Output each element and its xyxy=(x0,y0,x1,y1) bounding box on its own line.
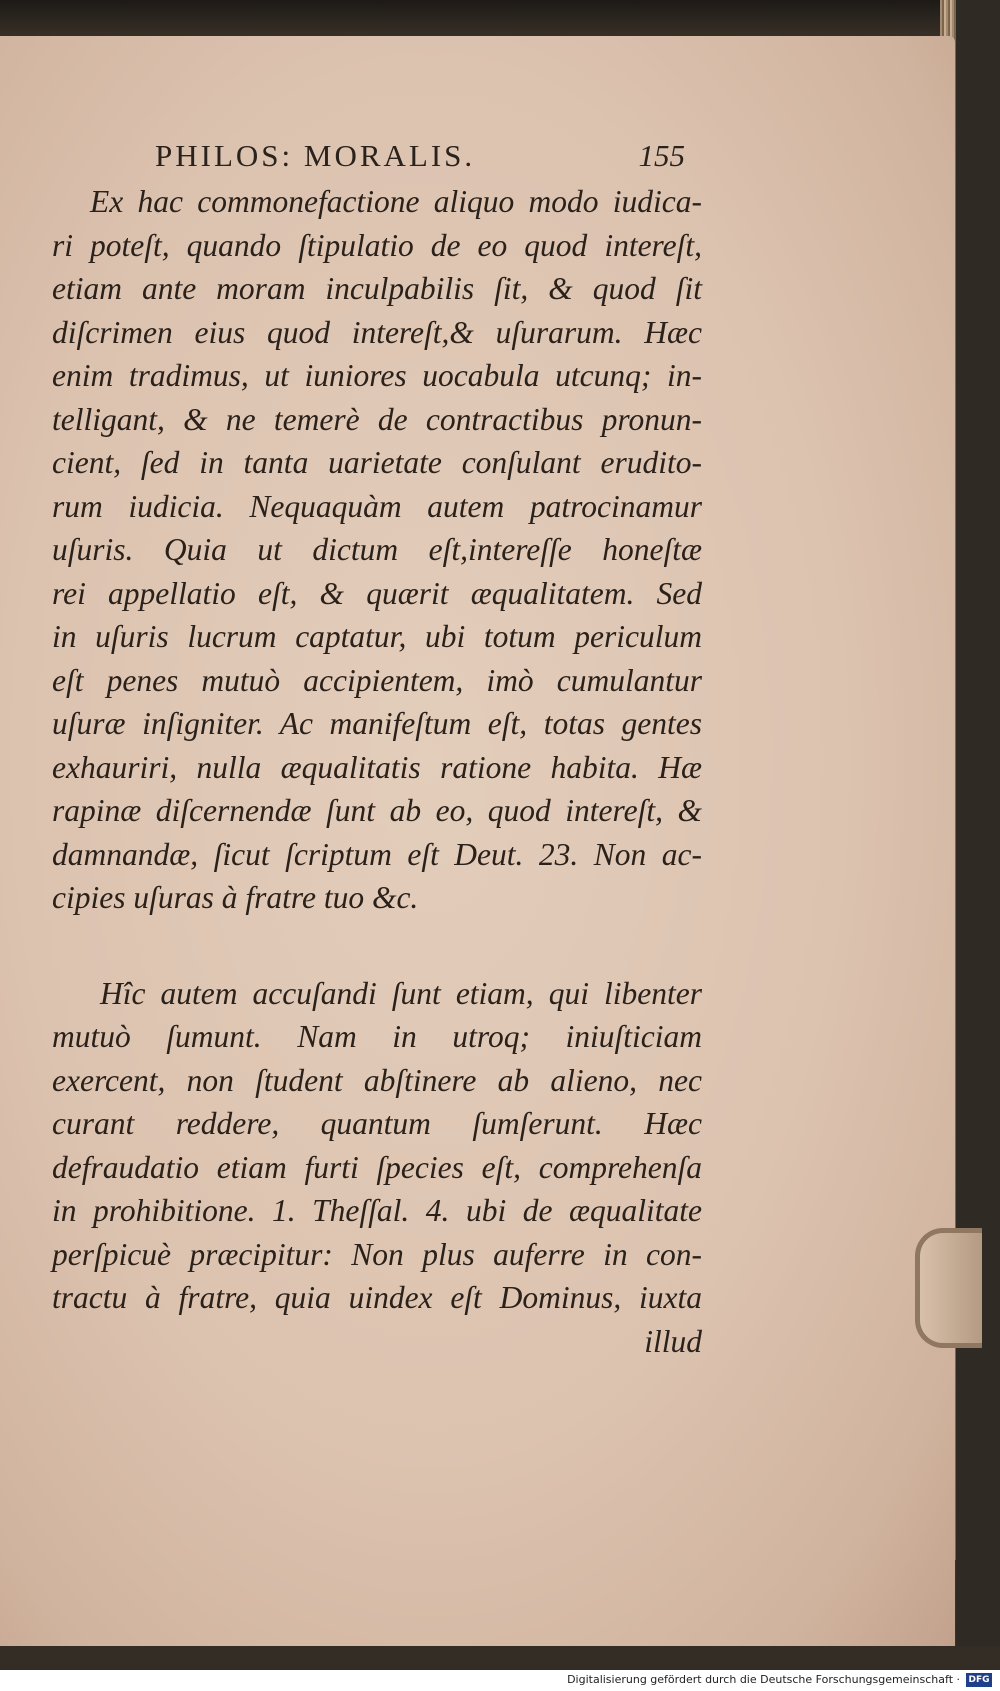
text-line: curant reddere, quantum ſumſerunt. Hæc xyxy=(52,1106,702,1141)
text-line: damnandæ, ſicut ſcriptum eſt Deut. 23. Non ac- xyxy=(52,836,702,872)
footer-bar xyxy=(0,1670,1000,1691)
text-line: perſpicuè præcipitur: Non plus auferre in con- xyxy=(52,1236,702,1272)
text-line: exercent, non ſtudent abſtinere ab alieno, nec xyxy=(52,1062,702,1098)
page-number: 155 xyxy=(638,138,685,173)
text-line: ri poteſt, quando ſtipulatio de eo quod intereſt, xyxy=(52,227,702,263)
text-line: in uſuris lucrum captatur, ubi totum periculum xyxy=(52,619,702,654)
text-line: uſuræ inſigniter. Ac manifeſtum eſt, totas gentes xyxy=(52,706,702,741)
text-line: tractu à fratre, quia uindex eſt Dominus, iuxta xyxy=(52,1280,702,1315)
text-line: rum iudicia. Nequaquàm autem patrocinamur xyxy=(52,488,702,524)
paragraph-1 xyxy=(52,180,702,920)
paragraph-2 xyxy=(52,972,702,1320)
running-title: PHILOS: MORALIS. xyxy=(155,138,476,173)
text-line: exhauriri, nulla æqualitatis ratione habita. Hæ xyxy=(52,749,702,785)
book-cover-edge xyxy=(956,0,1000,1691)
text-line: uſuris. Quia ut dictum eſt,intereſſe honeſtæ xyxy=(52,532,702,567)
paragraph-gap xyxy=(52,920,702,972)
text-block xyxy=(52,180,702,1363)
text-line: cipies uſuras à fratre tuo &c. xyxy=(52,880,419,915)
book-bottom-edge xyxy=(0,1646,1000,1670)
text-line: in prohibitione. 1. Theſſal. 4. ubi de æqualitate xyxy=(52,1193,702,1228)
text-line: cient, ſed in tanta uarietate conſulant erudito- xyxy=(52,445,702,480)
text-line: etiam ante moram inculpabilis ſit, & quod ſit xyxy=(52,271,702,306)
text-line: Hîc autem accuſandi ſunt etiam, qui libenter xyxy=(100,975,702,1011)
dfg-logo-icon: DFG xyxy=(966,1673,992,1687)
text-line: rei appellatio eſt, & quærit æqualitatem. Sed xyxy=(52,575,702,611)
text-line: mutuò ſumunt. Nam in utroq; iniuſticiam xyxy=(52,1019,702,1054)
text-line: enim tradimus, ut iuniores uocabula utcunq; in- xyxy=(52,358,702,393)
text-line: defraudatio etiam furti ſpecies eſt, comprehenſa xyxy=(52,1149,702,1185)
text-line: telligant, & ne temerè de contractibus pronun- xyxy=(52,401,702,437)
text-line: diſcrimen eius quod intereſt,& uſurarum. Hæc xyxy=(52,314,702,350)
book-clasp xyxy=(915,1228,982,1348)
text-line: Ex hac commonefactione aliquo modo iudica- xyxy=(90,184,702,219)
text-line: eſt penes mutuò accipientem, imò cumulantur xyxy=(52,662,702,698)
text-line: rapinæ diſcernendæ ſunt ab eo, quod intereſt, & xyxy=(52,793,702,828)
catchword: illud xyxy=(644,1323,702,1359)
footer-credit: Digitalisierung gefördert durch die Deutsche Forschungsgemeinschaft · xyxy=(567,1673,960,1686)
